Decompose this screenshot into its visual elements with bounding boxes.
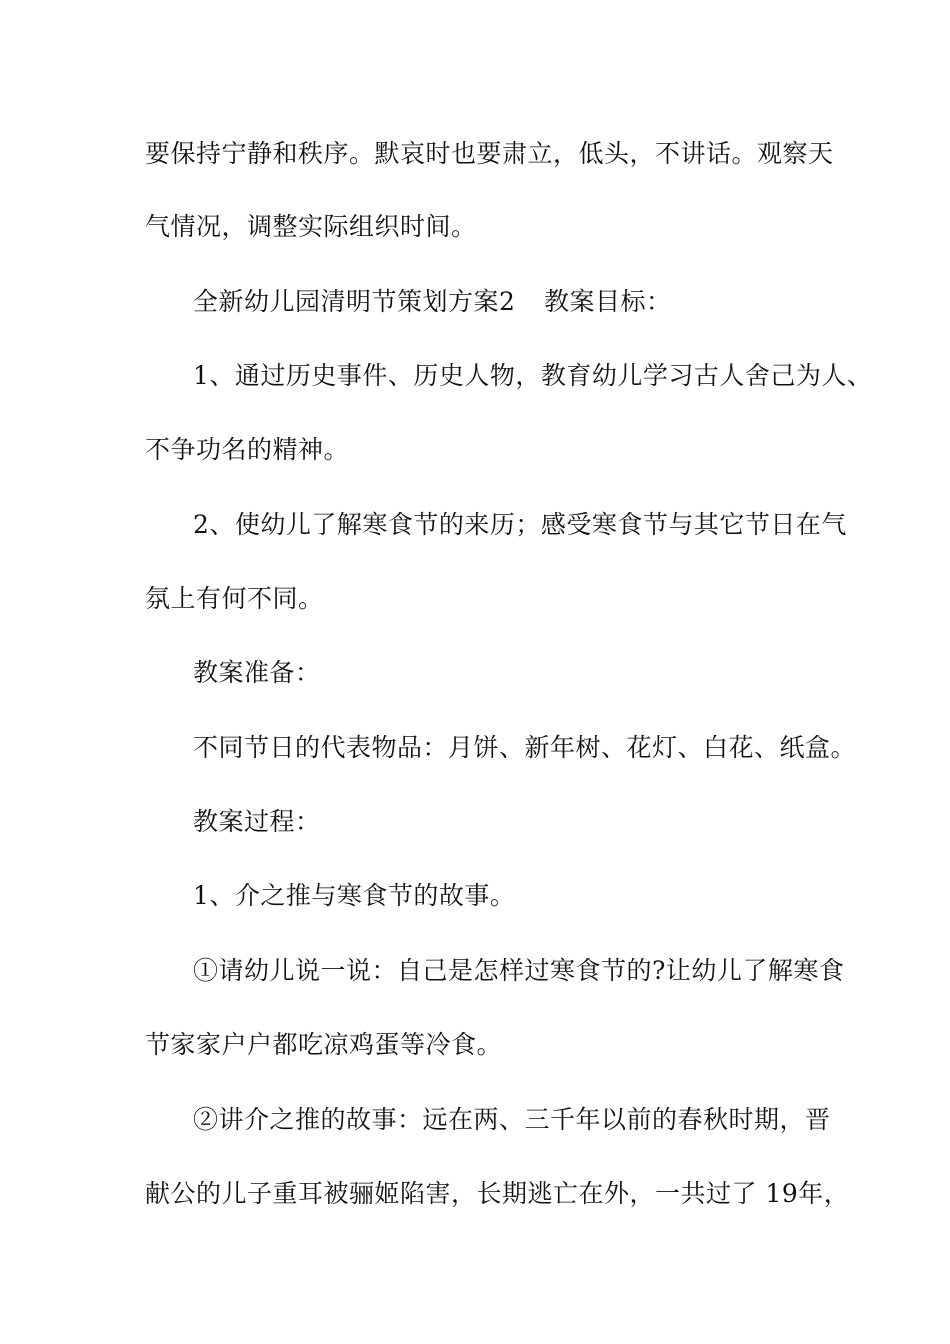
- paragraph-line: 献公的儿子重耳被骊姬陷害，长期逃亡在外，一共过了 19年，: [145, 1179, 850, 1208]
- section-heading-preparation: 教案准备：: [193, 658, 321, 687]
- section-title: 全新幼儿园清明节策划方案2: [193, 287, 516, 316]
- paragraph-line: ②讲介之推的故事：远在两、三千年以前的春秋时期，晋: [193, 1105, 831, 1134]
- paragraph-line: 气情况，调整实际组织时间。: [145, 212, 477, 241]
- paragraph-line: 不争功名的精神。: [145, 435, 350, 464]
- paragraph-line: 节家家户户都吃凉鸡蛋等冷食。: [145, 1030, 503, 1059]
- paragraph-line: 1、通过历史事件、历史人物，教育幼儿学习古人舍己为人、: [193, 361, 873, 390]
- paragraph-line: 不同节日的代表物品：月饼、新年树、花灯、白花、纸盒。: [193, 733, 857, 762]
- section-heading-process: 教案过程：: [193, 807, 321, 836]
- paragraph-line: 2、使幼儿了解寒食节的来历；感受寒食节与其它节日在气: [193, 510, 847, 539]
- paragraph-line: 1、介之推与寒食节的故事。: [193, 881, 516, 910]
- paragraph-line: 氛上有何不同。: [145, 584, 324, 613]
- paragraph-line: 要保持宁静和秩序。默哀时也要肃立，低头，不讲话。观察天: [145, 139, 834, 168]
- section-heading-objectives: 教案目标：: [544, 287, 672, 316]
- paragraph-line: ①请幼儿说一说：自己是怎样过寒食节的?让幼儿了解寒食: [193, 956, 845, 985]
